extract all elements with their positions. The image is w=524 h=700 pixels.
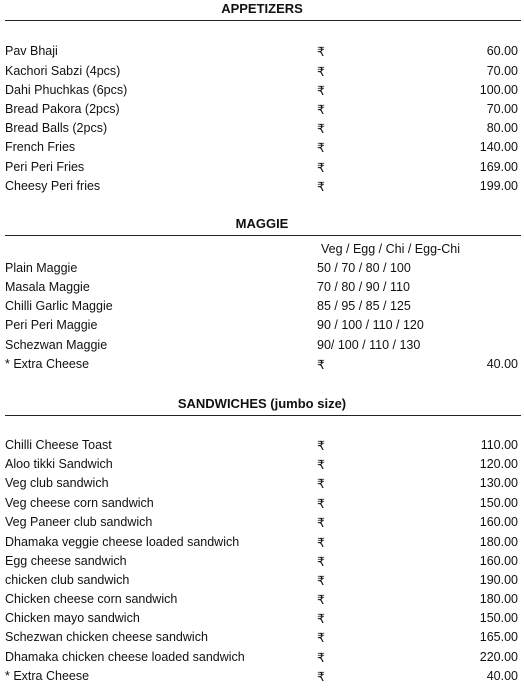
item-name: Chilli Cheese Toast — [5, 438, 112, 452]
menu-item — [0, 650, 524, 669]
rupee-symbol: ₹ — [317, 439, 325, 453]
menu-item — [0, 318, 524, 337]
item-price: 120.00 — [479, 457, 518, 471]
rupee-symbol: ₹ — [317, 103, 325, 117]
item-name: Schezwan chicken cheese sandwich — [5, 630, 208, 644]
item-name: Pav Bhaji — [5, 44, 58, 58]
appetizers-title: APPETIZERS — [221, 1, 303, 16]
menu-item — [0, 630, 524, 649]
menu-item — [0, 280, 524, 299]
item-price: 180.00 — [479, 592, 518, 606]
item-price: 180.00 — [479, 535, 518, 549]
item-name: Egg cheese sandwich — [5, 554, 127, 568]
rupee-symbol: ₹ — [317, 65, 325, 79]
menu-item — [0, 64, 524, 83]
item-name: chicken club sandwich — [5, 573, 130, 587]
item-price: 220.00 — [479, 650, 518, 664]
maggie-title: MAGGIE — [235, 216, 289, 231]
menu-item — [0, 476, 524, 495]
item-name: Kachori Sabzi (4pcs) — [5, 64, 121, 78]
item-price: 160.00 — [479, 515, 518, 529]
menu-item — [0, 160, 524, 179]
item-name: Aloo tikki Sandwich — [5, 457, 113, 471]
extra-cheese-item — [0, 669, 524, 688]
item-price: 165.00 — [479, 630, 518, 644]
item-name: Chicken cheese corn sandwich — [5, 592, 178, 606]
sandwiches-divider — [5, 415, 521, 416]
item-price: 130.00 — [479, 476, 518, 490]
item-price: 70.00 — [486, 64, 518, 78]
maggie-column-header: Veg / Egg / Chi / Egg-Chi — [321, 242, 460, 256]
rupee-symbol: ₹ — [317, 84, 325, 98]
item-name: Chilli Garlic Maggie — [5, 299, 113, 313]
item-name: * Extra Cheese — [5, 669, 90, 683]
rupee-symbol: ₹ — [317, 631, 325, 645]
menu-item — [0, 592, 524, 611]
rupee-symbol: ₹ — [317, 358, 325, 372]
rupee-symbol: ₹ — [317, 122, 325, 136]
rupee-symbol: ₹ — [317, 612, 325, 626]
item-price: 110.00 — [480, 438, 518, 452]
item-price: 190.00 — [479, 573, 518, 587]
item-price-variants: 70 / 80 / 90 / 110 — [317, 280, 410, 294]
item-name: Plain Maggie — [5, 261, 78, 275]
menu-item — [0, 179, 524, 198]
item-price: 60.00 — [486, 44, 518, 58]
rupee-symbol: ₹ — [317, 477, 325, 491]
rupee-symbol: ₹ — [317, 574, 325, 588]
rupee-symbol: ₹ — [317, 180, 325, 194]
menu-item — [0, 261, 524, 280]
menu-item — [0, 140, 524, 159]
rupee-symbol: ₹ — [317, 141, 325, 155]
maggie-divider — [5, 235, 521, 236]
appetizers-divider — [5, 20, 521, 21]
item-name: Dhamaka veggie cheese loaded sandwich — [5, 535, 240, 549]
rupee-symbol: ₹ — [317, 161, 325, 175]
item-name: Bread Pakora (2pcs) — [5, 102, 120, 116]
menu-item — [0, 121, 524, 140]
item-price: 70.00 — [486, 102, 518, 116]
item-price: 150.00 — [479, 496, 518, 510]
item-price: 169.00 — [479, 160, 518, 174]
item-name: Veg Paneer club sandwich — [5, 515, 153, 529]
extra-cheese-item — [0, 357, 524, 376]
menu-item — [0, 496, 524, 515]
rupee-symbol: ₹ — [317, 593, 325, 607]
item-price: 100.00 — [479, 83, 518, 97]
rupee-symbol: ₹ — [317, 497, 325, 511]
menu-item — [0, 438, 524, 457]
item-name: Dahi Phuchkas (6pcs) — [5, 83, 128, 97]
item-name: Dhamaka chicken cheese loaded sandwich — [5, 650, 245, 664]
item-name: Peri Peri Fries — [5, 160, 85, 174]
item-price-variants: 90 / 100 / 110 / 120 — [317, 318, 424, 332]
item-name: Chicken mayo sandwich — [5, 611, 140, 625]
item-name: * Extra Cheese — [5, 357, 90, 371]
menu-item — [0, 44, 524, 63]
rupee-symbol: ₹ — [317, 45, 325, 59]
item-price-variants: 90/ 100 / 110 / 130 — [317, 338, 421, 352]
item-name: Peri Peri Maggie — [5, 318, 98, 332]
item-name: French Fries — [5, 140, 76, 154]
menu-item — [0, 611, 524, 630]
item-price: 40.00 — [486, 669, 518, 683]
menu-item — [0, 457, 524, 476]
menu-item — [0, 515, 524, 534]
item-name: Schezwan Maggie — [5, 338, 108, 352]
sandwiches-title: SANDWICHES (jumbo size) — [177, 396, 347, 411]
item-price: 40.00 — [486, 357, 518, 371]
item-price-variants: 50 / 70 / 80 / 100 — [317, 261, 411, 275]
item-price: 150.00 — [479, 611, 518, 625]
rupee-symbol: ₹ — [317, 536, 325, 550]
item-name: Masala Maggie — [5, 280, 90, 294]
menu-item — [0, 83, 524, 102]
item-price: 80.00 — [486, 121, 518, 135]
menu-item — [0, 299, 524, 318]
menu-item — [0, 338, 524, 357]
menu-item — [0, 102, 524, 121]
rupee-symbol: ₹ — [317, 555, 325, 569]
rupee-symbol: ₹ — [317, 458, 325, 472]
item-price: 160.00 — [479, 554, 518, 568]
item-price: 140.00 — [479, 140, 518, 154]
item-name: Bread Balls (2pcs) — [5, 121, 108, 135]
item-name: Veg cheese corn sandwich — [5, 496, 154, 510]
rupee-symbol: ₹ — [317, 670, 325, 684]
item-name: Veg club sandwich — [5, 476, 109, 490]
rupee-symbol: ₹ — [317, 651, 325, 665]
menu-item — [0, 554, 524, 573]
menu-item — [0, 535, 524, 554]
rupee-symbol: ₹ — [317, 516, 325, 530]
item-price: 199.00 — [479, 179, 518, 193]
item-price-variants: 85 / 95 / 85 / 125 — [317, 299, 411, 313]
menu-item — [0, 573, 524, 592]
item-name: Cheesy Peri fries — [5, 179, 101, 193]
